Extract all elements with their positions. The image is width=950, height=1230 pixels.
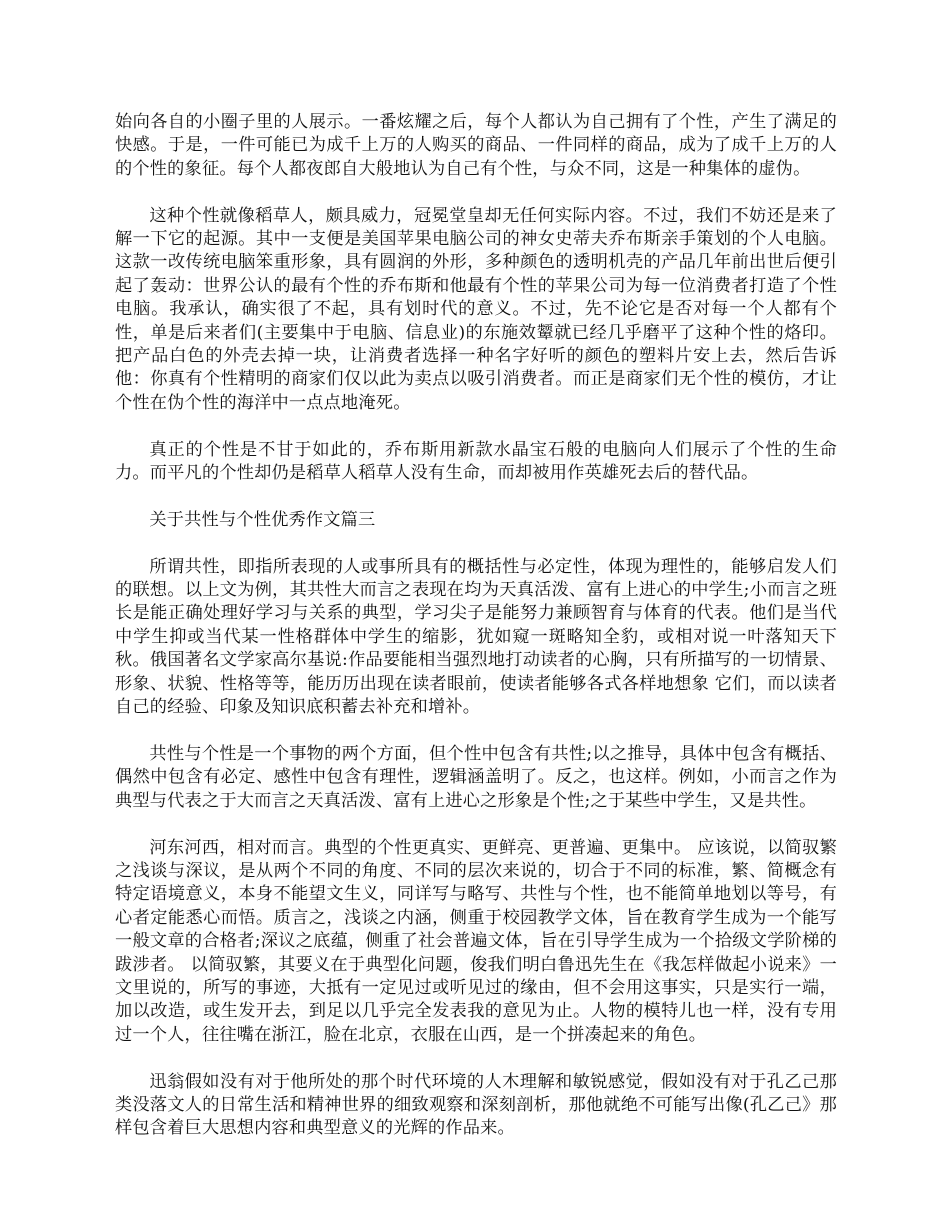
paragraph-scarecrow-individuality: 这种个性就像稻草人，颇具威力，冠冕堂皇却无任何实际内容。不过，我们不妨还是来了解一下它的起源。其中一支便是美国苹果电脑公司的神女史蒂夫乔布斯亲手策划的个人电脑。这款一改传统电脑笨重形象，具有圆润的外形，多种颜色的透明机壳的产品几年前出世后便引起了轰动：世界公认的最有个性的乔布斯和他最有个性的苹果公司为每一位消费者打造了个性电脑。我承认，确实很了不起，具有划时代的意义。不过，先不论它是否对每一个人都有个性，单是后来者们(主要集中于电脑、信息业)的东施效颦就已经几乎磨平了这种个性的烙印。把产品白色的外壳去掉一块，让消费者选择一种名字好听的颜色的塑料片安上去，然后告诉他：你真有个性精明的商家们仅以此为卖点以吸引消费者。而正是商家们无个性的模仿，才让个性在伪个性的海洋中一点点地淹死。 (115, 205, 837, 413)
paragraph-true-individuality: 真正的个性是不甘于如此的，乔布斯用新款水晶宝石般的电脑向人们展示了个性的生命力。而平凡的个性却仍是稻草人稻草人没有生命，而却被用作英雄死去后的替代品。 (115, 439, 837, 484)
section-heading: 关于共性与个性优秀作文篇三 (149, 509, 376, 530)
paragraph-commonality-definition: 所谓共性，即指所表现的人或事所具有的概括性与必定性，体现为理性的，能够启发人们的联想。以上文为例，其共性大而言之表现在均为天真活泼、富有上进心的中学生;小而言之班长是能正确处理好学习与关系的典型，学习尖子是能努力兼顾智育与体育的代表。他们是当代中学生抑或当代某一性格群体中学生的缩影，犹如窥一斑略知全豹，或相对说一叶落知天下秋。俄国著名文学家高尔基说:作品要能相当强烈地打动读者的心胸，只有所描写的一切情景、形象、状貌、性格等等，能历历出现在读者眼前，使读者能够各式各样地想象 它们，而以读者自己的经验、印象及知识底积蓄去补充和增补。 (115, 556, 837, 718)
paragraph-relative-perspective: 河东河西，相对而言。典型的个性更真实、更鲜亮、更普遍、更集中。 应该说，以简驭繁之浅谈与深议，是从两个不同的角度、不同的层次来说的，切合于不同的标准，繁、简概念有特定语境意义，本身不能望文生义，同详写与略写、共性与个性，也不能简单地划以等号，有心者定能悉心而悟。质言之，浅谈之内涵，侧重于校园教学文体，旨在教育学生成为一个能写一般文章的合格者;深议之底蕴，侧重了社会普遍文体，旨在引导学生成为一个拾级文学阶梯的跋涉者。 以简驭繁，其要义在于典型化问题，俊我们明白鲁迅先生在《我怎样做起小说来》一文里说的，所写的事迹，大抵有一定见过或听见过的缘由，但不会用这事实，只是实行一端，加以改造，或生发开去，到足以几乎完全发表我的意见为止。人物的模特儿也一样，没有专用过一个人，往往嘴在浙江，脸在北京，衣服在山西，是一个拼凑起来的角色。 (115, 837, 837, 1045)
paragraph-lu-xun: 迅翁假如没有对于他所处的那个时代环境的人木理解和敏锐感觉，假如没有对于孔乙己那类没落文人的日常生活和精神世界的细致观察和深刻剖析，那他就绝不可能写出像(孔乙己》那样包含着巨大思想内容和典型意义的光辉的作品来。 (115, 1071, 837, 1139)
document-body (115, 111, 837, 1164)
paragraph-continuation: 始向各自的小圈子里的人展示。一番炫耀之后，每个人都认为自己拥有了个性，产生了满足的快感。于是，一件可能已为成千上万的人购买的商品、一件同样的商品，成为了成千上万的人的个性的象征。每个人都夜郎自大般地认为自己有个性，与众不同，这是一种集体的虚伪。 (115, 112, 837, 179)
paragraph-two-aspects: 共性与个性是一个事物的两个方面，但个性中包含有共性;以之推导，具体中包含有概括、偶然中包含有必定、感性中包含有理性，逻辑涵盖明了。反之，也这样。例如，小而言之作为典型与代表之于大而言之天真活泼、富有上进心之形象是个性;之于某些中学生，又是共性。 (115, 743, 837, 811)
